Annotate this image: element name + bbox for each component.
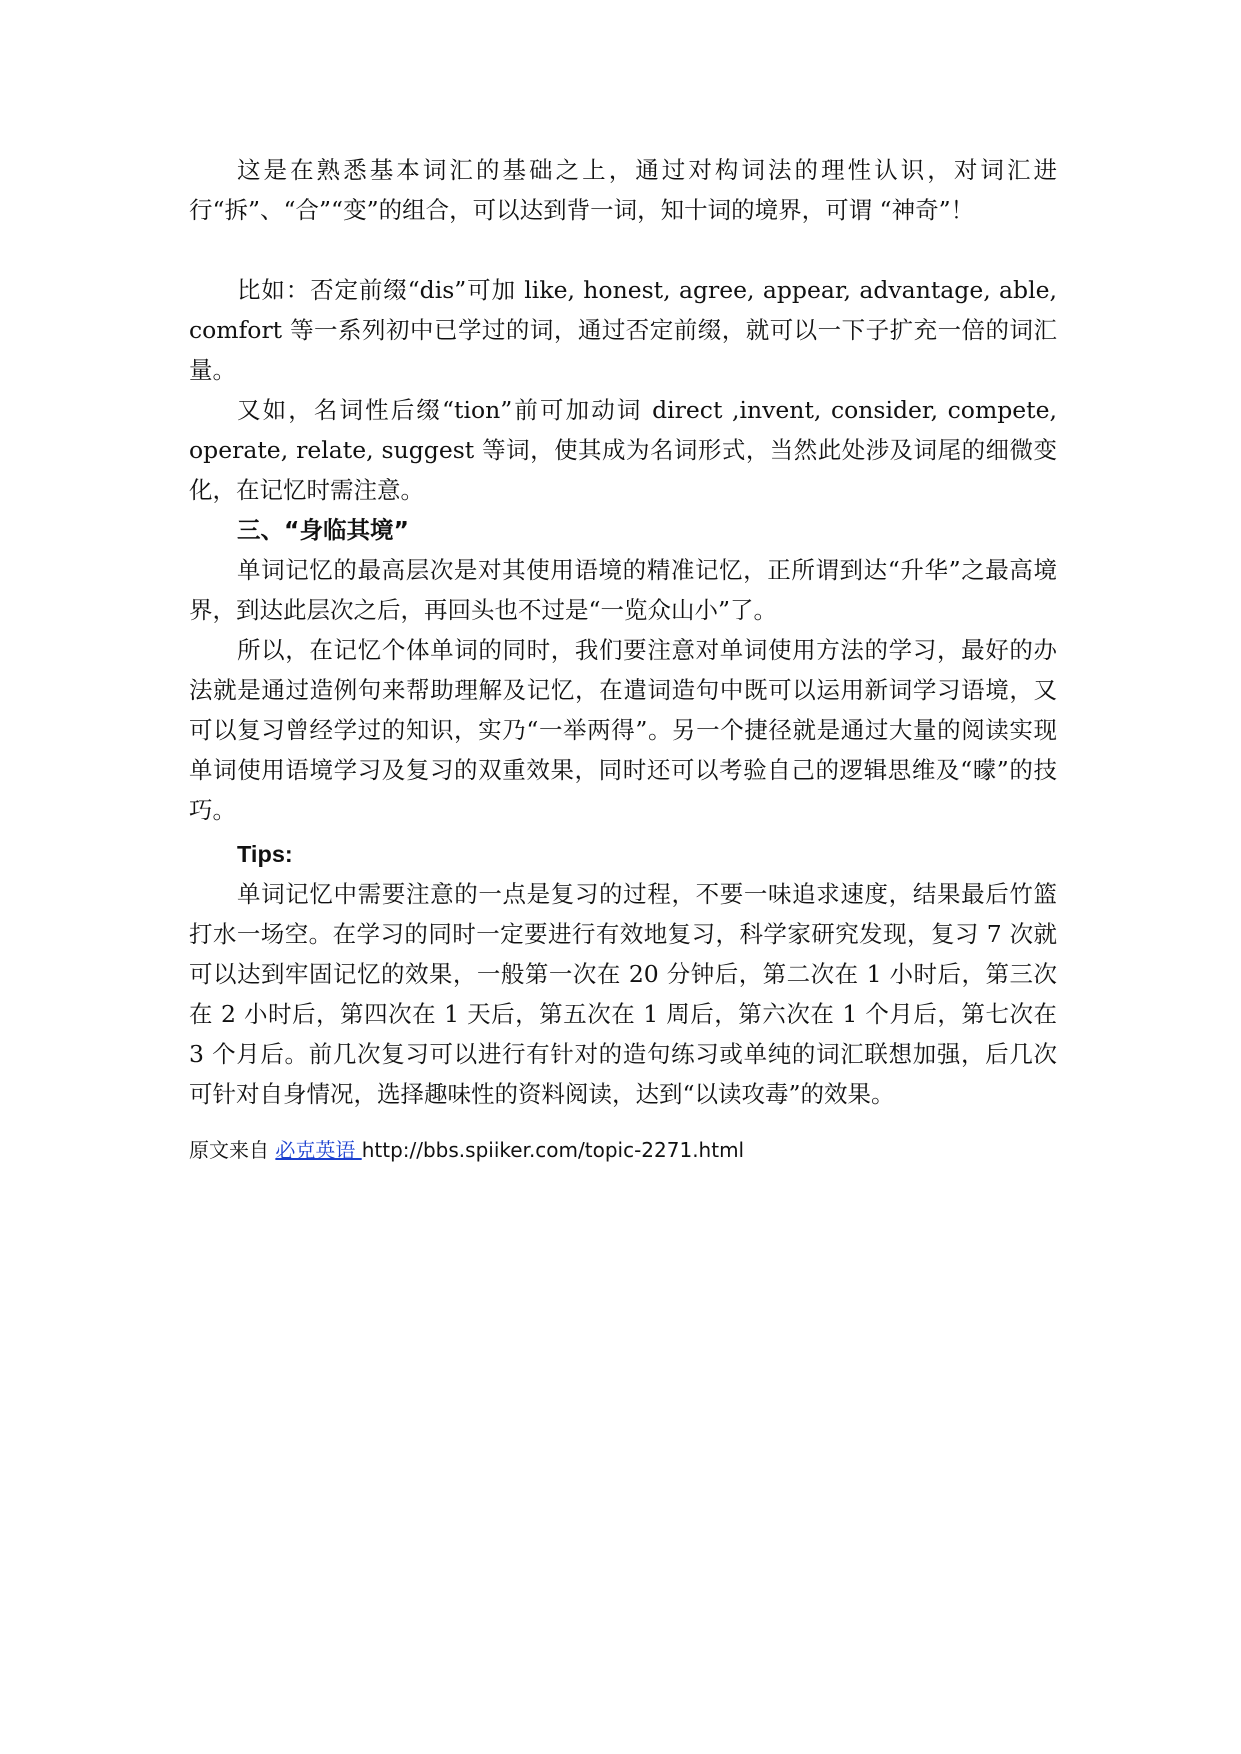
suffix-example-paragraph: 又如，名词性后缀“tion”前可加动词 direct ,invent, consider, compete, operate, relate, suggest 等词，使其成为名词形式，当然此处涉及词尾的细微变化，在记忆时需注意。 xyxy=(189,396,1057,504)
paragraph-gap xyxy=(189,230,1057,270)
tips-heading: Tips: xyxy=(237,841,293,867)
source-url: http://bbs.spiiker.com/topic-2271.html xyxy=(361,1138,745,1162)
source-link[interactable]: 必克英语 xyxy=(275,1138,362,1162)
intro-paragraph: 这是在熟悉基本词汇的基础之上，通过对构词法的理性认识，对词汇进行“拆”、“合”“变”的组合，可以达到背一词，知十词的境界，可谓 “神奇”！ xyxy=(189,156,1057,224)
context-paragraph-1: 单词记忆的最高层次是对其使用语境的精准记忆，正所谓到达“升华”之最高境界，到达此层次之后，再回头也不过是“一览众山小”了。 xyxy=(189,556,1057,624)
source-line xyxy=(189,1136,1057,1164)
section-heading: 三、“身临其境” xyxy=(237,516,409,544)
tips-paragraph: 单词记忆中需要注意的一点是复习的过程，不要一味追求速度，结果最后竹篮打水一场空。在学习的同时一定要进行有效地复习，科学家研究发现，复习 7 次就可以达到牢固记忆的效果，一般第一次在 20 分钟后，第二次在 1 小时后，第三次在 2 小时后，第四次在 1 天后，第五次在 1 周后，第六次在 1 个月后，第七次在 3 个月后。前几次复习可以进行有针对的造句练习或单纯的词汇联想加强，后几次可针对自身情况，选择趣味性的资料阅读，达到“以读攻毒”的效果。 xyxy=(189,880,1057,1108)
context-paragraph-2: 所以，在记忆个体单词的同时，我们要注意对单词使用方法的学习，最好的办法就是通过造例句来帮助理解及记忆，在遣词造句中既可以运用新词学习语境，又可以复习曾经学过的知识，实乃“一举两得”。另一个捷径就是通过大量的阅读实现单词使用语境学习及复习的双重效果，同时还可以考验自己的逻辑思维及“曚”的技巧。 xyxy=(189,636,1057,824)
prefix-example-paragraph: 比如：否定前缀“dis”可加 like, honest, agree, appear, advantage, able, comfort 等一系列初中已学过的词，通过否定前缀，就可以一下子扩充一倍的词汇量。 xyxy=(189,276,1057,384)
source-prefix: 原文来自 xyxy=(189,1138,276,1162)
document-body xyxy=(189,150,1057,1164)
